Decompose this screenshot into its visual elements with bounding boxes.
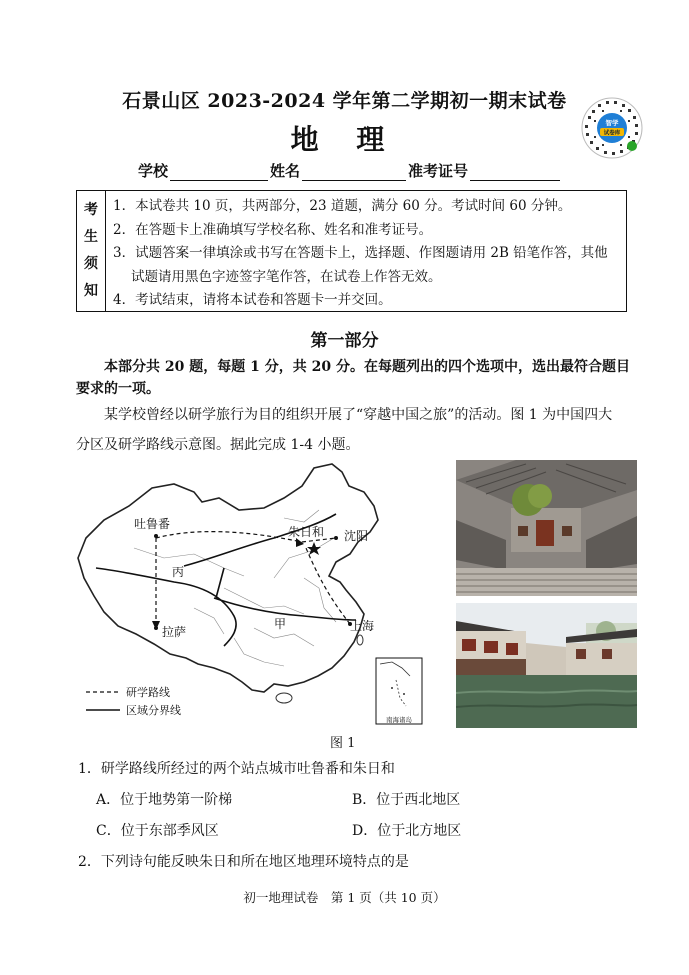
notice-item: 3．试题答案一律填涂或书写在答题卡上，选择题、作图题请用 2B 铅笔作答，其他 xyxy=(113,245,608,261)
page-footer: 初一地理试卷 第 1 页（共 10 页） xyxy=(243,890,446,905)
exam-title: 石景山区 2023-2024 学年第二学期初一期末试卷 xyxy=(122,90,567,112)
student-info-row xyxy=(138,160,562,181)
question-1-option-a: A．位于地势第一阶梯 xyxy=(96,792,233,808)
map-legend xyxy=(86,685,181,717)
south-sea-inset xyxy=(376,658,422,724)
label-south-sea: 南海诸岛 xyxy=(386,716,412,724)
question-1-stem: 1．研学路线所经过的两个站点城市吐鲁番和朱日和 xyxy=(78,761,395,777)
question-2-stem: 2．下列诗句能反映朱日和所在地区地理环境特点的是 xyxy=(78,854,409,870)
name-blank xyxy=(302,164,406,181)
question-1-option-b: B．位于西北地区 xyxy=(352,792,461,808)
label-zhurihe: 朱日和 xyxy=(288,525,325,539)
subject-title: 地 理 xyxy=(290,123,399,156)
figure-label: 图 1 xyxy=(330,736,356,751)
part-intro-line1: 本部分共 20 题，每题 1 分，共 20 分。在每题列出的四个选项中，选出最符合题目 xyxy=(104,359,630,375)
id-label: 准考证号 xyxy=(408,162,469,180)
question-1-option-c: C．位于东部季风区 xyxy=(96,823,219,839)
label-shanghai: 上海 xyxy=(350,619,375,633)
notice-label: 考 生 须 知 xyxy=(77,191,106,311)
courtyard-house-photo xyxy=(456,460,637,596)
svg-text:智学: 智学 xyxy=(605,119,619,127)
label-turpan: 吐鲁番 xyxy=(134,517,171,531)
label-shenyang: 沈阳 xyxy=(344,529,369,543)
question-1-option-d: D．位于北方地区 xyxy=(352,823,462,839)
part-title: 第一部分 xyxy=(310,331,379,351)
china-outline xyxy=(78,464,378,692)
part-intro-line2: 要求的一项。 xyxy=(76,381,160,397)
school-blank xyxy=(170,164,268,181)
notice-item: 试题请用黑色字迹签字笔作答，在试卷上作答无效。 xyxy=(131,268,442,285)
name-label: 姓名 xyxy=(270,162,301,180)
china-regions-map xyxy=(74,458,444,726)
context-line1: 某学校曾经以研学旅行为目的组织开展了“穿越中国之旅”的活动。图 1 为中国四大 xyxy=(104,407,613,423)
context-line2: 分区及研学路线示意图。据此完成 1-4 小题。 xyxy=(76,437,360,453)
notice-item: 4．考试结束，请将本试卷和答题卡一并交回。 xyxy=(113,292,392,308)
school-label: 学校 xyxy=(138,162,169,180)
notice-item: 1．本试卷共 10 页，共两部分，23 道题，满分 60 分。考试时间 60 分钟。 xyxy=(113,198,572,214)
water-town-photo xyxy=(456,603,637,728)
label-lhasa: 拉萨 xyxy=(162,625,187,639)
label-bing: 丙 xyxy=(172,565,185,579)
qr-code-logo xyxy=(580,96,644,160)
id-blank xyxy=(470,164,560,181)
label-jia: 甲 xyxy=(274,617,287,631)
legend-route: 研学路线 xyxy=(126,686,170,699)
legend-boundary: 区域分界线 xyxy=(126,704,181,717)
exam-notice-box xyxy=(76,190,627,312)
svg-text:试卷库: 试卷库 xyxy=(603,130,621,137)
notice-item: 2．在答题卡上准确填写学校名称、姓名和准考证号。 xyxy=(113,221,433,238)
boundary-north-northwest xyxy=(184,514,336,566)
notice-list xyxy=(113,195,620,313)
